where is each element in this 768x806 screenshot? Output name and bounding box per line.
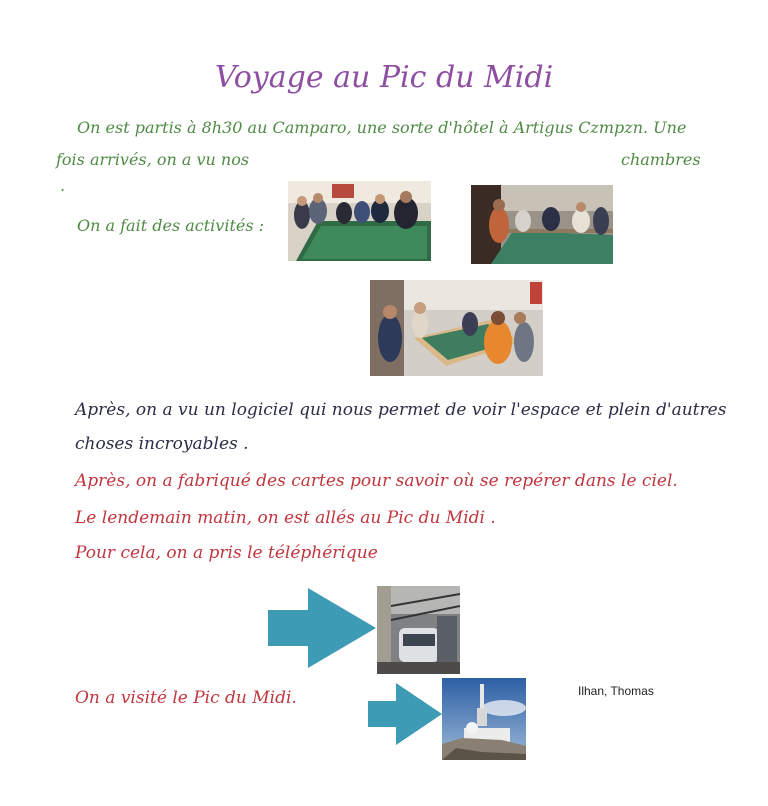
activities-text: On a fait des activités :: [77, 216, 265, 235]
foosball-photo-2: [370, 280, 543, 376]
observatory-photo: [442, 678, 526, 760]
author-signature: Ilhan, Thomas: [578, 684, 654, 698]
software-line-1: Après, on a vu un logiciel qui nous permet de voir l'espace et plein d'autres: [75, 400, 727, 420]
foosball-photo-1: [471, 185, 613, 264]
software-line-2: choses incroyables .: [75, 434, 249, 454]
billiards-photo: [288, 181, 431, 261]
maps-text: Après, on a fabriqué des cartes pour savoir où se repérer dans le ciel.: [75, 471, 678, 491]
visit-text: On a visité le Pic du Midi.: [75, 688, 297, 708]
intro-line-2-end: chambres: [621, 150, 701, 169]
intro-line-2-start: fois arrivés, on a vu nos: [56, 150, 250, 169]
next-day-text: Le lendemain matin, on est allés au Pic du Midi .: [75, 508, 496, 528]
page-title: Voyage au Pic du Midi: [214, 60, 554, 95]
arrow-right-icon: [268, 588, 376, 668]
intro-dot: .: [60, 176, 66, 195]
cable-car-photo: [377, 586, 460, 674]
cable-car-text: Pour cela, on a pris le téléphérique: [75, 543, 378, 563]
arrow-right-icon: [368, 683, 442, 745]
intro-line-1: On est partis à 8h30 au Camparo, une sorte d'hôtel à Artigus Czmpzn. Une: [77, 118, 687, 137]
